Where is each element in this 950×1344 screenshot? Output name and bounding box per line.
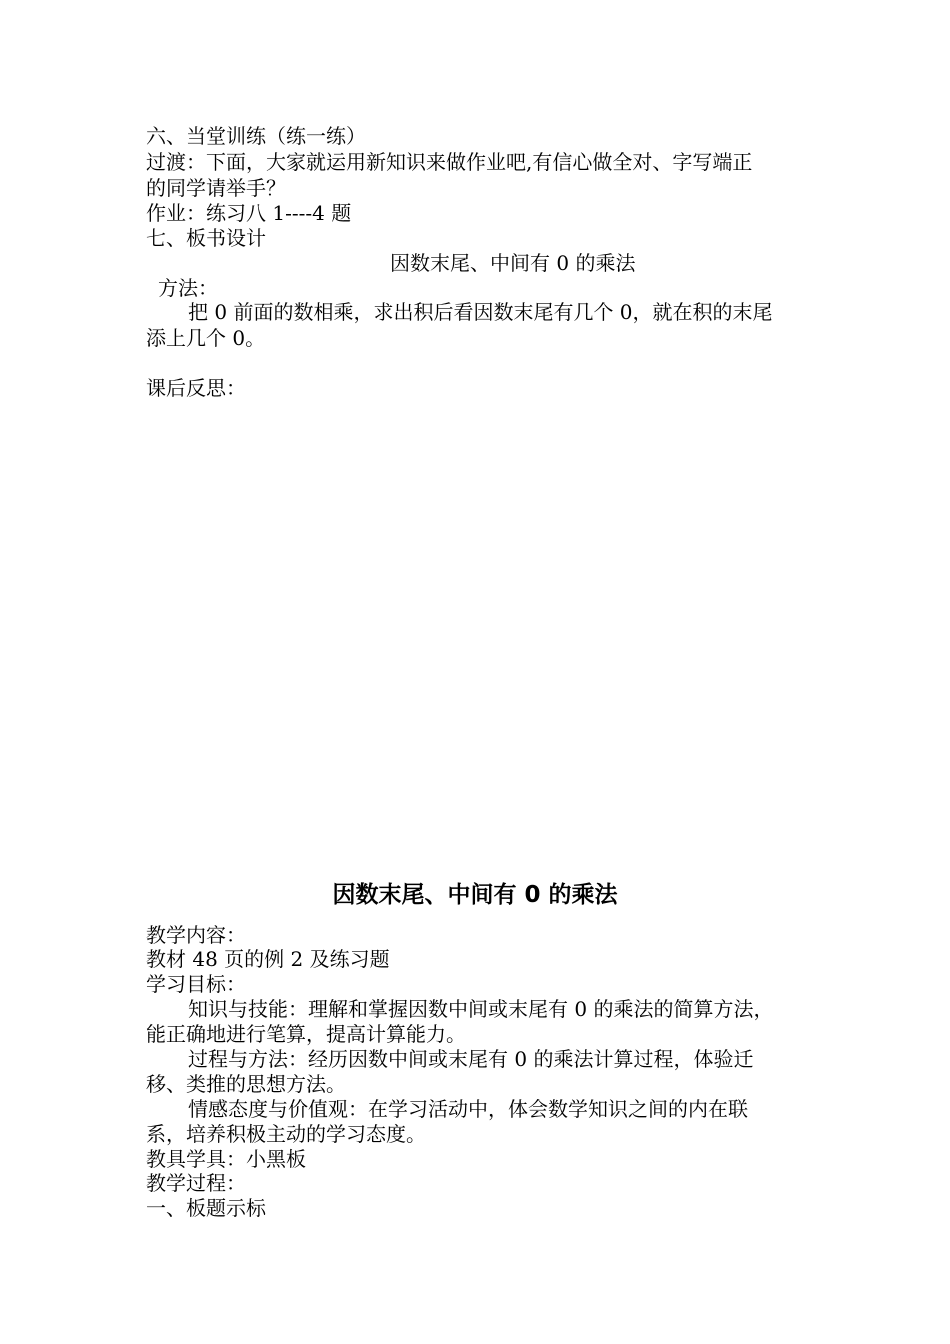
section-one-heading: 一、板题示标: [146, 1196, 266, 1220]
content-value: 教材 48 页的例 2 及练习题: [146, 947, 390, 971]
board-design-title: 因数末尾、中间有 0 的乘法: [390, 251, 636, 275]
section-seven-heading: 七、板书设计: [146, 226, 266, 250]
reflection-label: 课后反思：: [146, 376, 246, 400]
tools-text: 教具学具：小黑板: [146, 1147, 306, 1171]
transition-text-line2: 的同学请举手？: [146, 176, 286, 200]
transition-text-line1: 过渡：下面，大家就运用新知识来做作业吧,有信心做全对、字写端正: [146, 150, 753, 174]
goals-label: 学习目标：: [146, 972, 246, 996]
goal-process-line1: 过程与方法：经历因数中间或末尾有 0 的乘法计算过程，体验迁: [188, 1047, 754, 1071]
content-label: 教学内容：: [146, 923, 246, 947]
process-label: 教学过程：: [146, 1171, 246, 1195]
goal-process-line2: 移、类推的思想方法。: [146, 1072, 346, 1096]
homework-text: 作业：练习八 1----4 题: [146, 201, 352, 225]
goal-emotion-line1: 情感态度与价值观：在学习活动中，体会数学知识之间的内在联: [188, 1097, 748, 1121]
goal-knowledge-line2: 能正确地进行笔算，提高计算能力。: [146, 1022, 466, 1046]
method-text-line1: 把 0 前面的数相乘，求出积后看因数末尾有几个 0，就在积的末尾: [188, 300, 773, 324]
goal-emotion-line2: 系，培养积极主动的学习态度。: [146, 1122, 426, 1146]
goal-knowledge-line1: 知识与技能：理解和掌握因数中间或末尾有 0 的乘法的简算方法，: [188, 997, 774, 1021]
section-six-heading: 六、当堂训练（练一练）: [146, 124, 366, 148]
method-text-line2: 添上几个 0。: [146, 326, 266, 350]
lesson-title: 因数末尾、中间有 0 的乘法: [332, 882, 618, 908]
method-label: 方法：: [158, 276, 218, 300]
